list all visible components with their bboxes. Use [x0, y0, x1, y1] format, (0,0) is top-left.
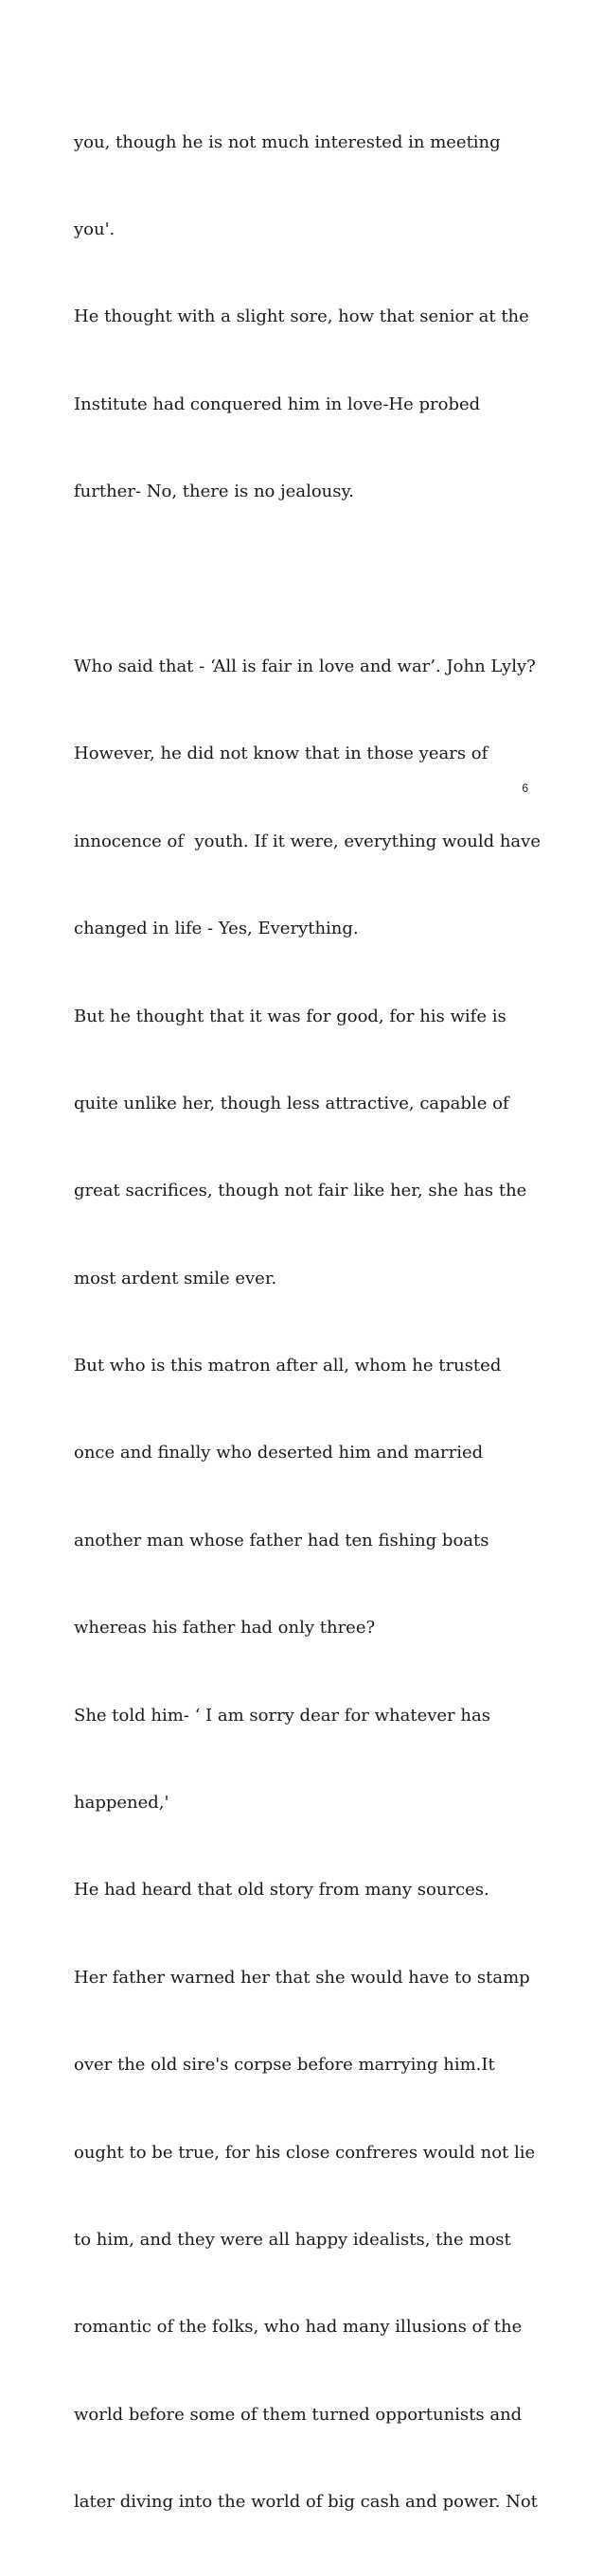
text-line: you, though he is not much interested in meeting	[74, 131, 501, 152]
body-text	[74, 70, 547, 2576]
text-line: Who said that - ‘All is fair in love and war’. John Lyly?	[74, 656, 536, 676]
page-number: 6	[522, 781, 528, 795]
text-line: He thought with a slight sore, how that senior at the	[74, 307, 529, 327]
text-line: Institute had conquered him in love-He probed	[74, 394, 481, 414]
text-line: However, he did not know that in those years of	[74, 744, 489, 764]
text-line: But he thought that it was for good, for his wife is	[74, 1006, 506, 1026]
text-line: once and finally who deserted him and married	[74, 1443, 484, 1463]
text-line: another man whose father had ten fishing boats	[74, 1530, 489, 1551]
text-line: further- No, there is no jealousy.	[74, 482, 354, 502]
text-line: most ardent smile ever.	[74, 1268, 277, 1288]
text-line: Her father warned her that she would have to stamp	[74, 1967, 530, 1988]
text-line: later diving into the world of big cash and power. Not	[74, 2492, 538, 2513]
blank-line	[74, 566, 547, 595]
text-line: She told him- ‘ I am sorry dear for whatever has	[74, 1705, 490, 1726]
text-line: you'.	[74, 219, 115, 239]
text-line: quite unlike her, though less attractive, capable of	[74, 1093, 509, 1113]
text-line: innocence of youth. If it were, everything would have	[74, 831, 541, 851]
text-line: world before some of them turned opportunists and	[74, 2404, 523, 2425]
text-line: happened,'	[74, 1793, 169, 1814]
text-line: to him, and they were all happy idealists, the most	[74, 2229, 511, 2250]
text-line: He had heard that old story from many sources.	[74, 1880, 489, 1901]
text-line: ought to be true, for his close confreres would not lie	[74, 2142, 536, 2163]
text-line: over the old sire's corpse before marrying him.It	[74, 2055, 495, 2076]
text-line: great sacrifices, though not fair like her, she has the	[74, 1181, 527, 1201]
text-line: whereas his father had only three?	[74, 1618, 376, 1638]
text-line: But who is this matron after all, whom he trusted	[74, 1356, 502, 1376]
text-line: changed in life - Yes, Everything.	[74, 919, 359, 939]
text-line: romantic of the folks, who had many illusions of the	[74, 2317, 523, 2338]
